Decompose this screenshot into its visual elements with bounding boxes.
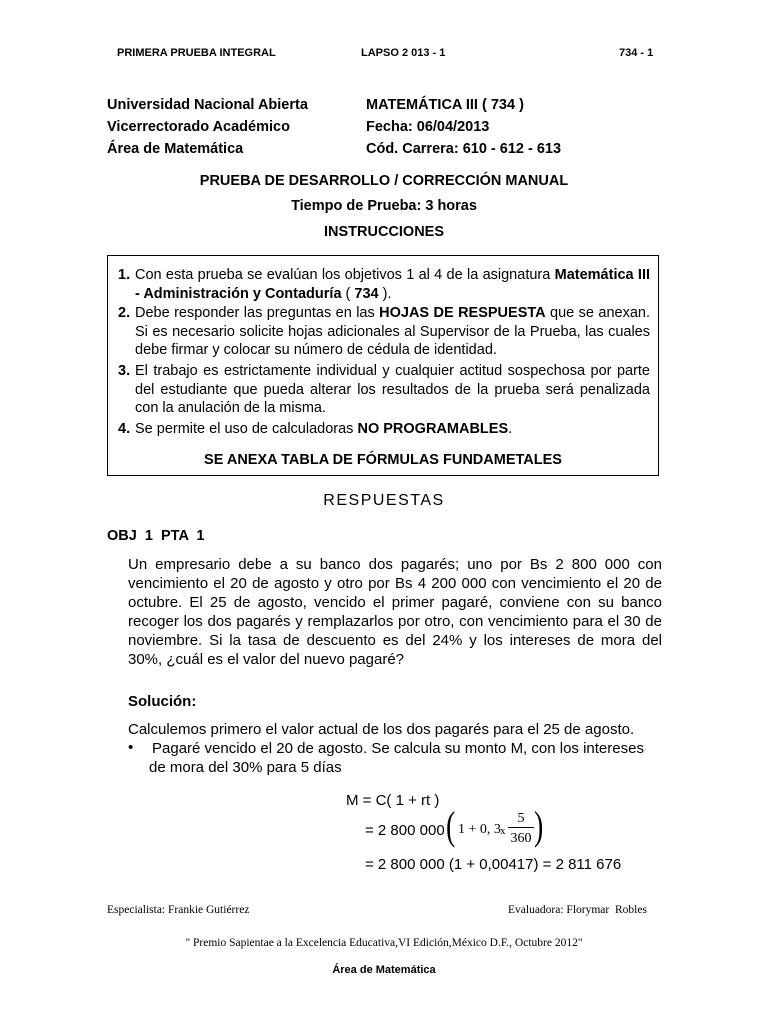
course-line: Fecha: 06/04/2013 xyxy=(366,119,490,135)
institution-line: Vicerrectorado Académico xyxy=(107,119,290,135)
instructions-box xyxy=(107,255,659,476)
course-block xyxy=(366,94,561,160)
specialist: Especialista: Frankie Gutiérrez xyxy=(107,904,250,916)
evaluator: Evaluadora: Florymar Robles xyxy=(508,904,647,916)
answers-title: RESPUESTAS xyxy=(323,492,445,509)
left-paren: ( xyxy=(445,803,456,848)
equation-line: = 2 800 000 (1 + 0,00417) = 2 811 676 xyxy=(365,856,622,873)
fraction-numerator: 5 xyxy=(508,811,534,828)
footer-area: Área de Matemática xyxy=(332,964,436,976)
instruction-item: 4. Se permite el uso de calculadoras NO PROGRAMABLES. xyxy=(118,421,513,437)
instruction-item: 3. El trabajo es estrictamente individual y cualquier actitud sospechosa por parte del estudiante que pueda alterar los resultados de la prueba será penalizada con la anulación de la misma. xyxy=(118,363,650,416)
institution-line: Universidad Nacional Abierta xyxy=(107,97,308,113)
institution-line: Área de Matemática xyxy=(107,141,244,157)
instructions-title: INSTRUCCIONES xyxy=(323,224,445,240)
instruction-item: 2. Debe responder las preguntas en las HOJAS DE RESPUESTA que se anexan. Si es necesario solicite hojas adicionales al Supervisor de la Prueba, las cuales debe firmar y colocar su número de cédula de identidad. xyxy=(118,305,650,358)
header-page-code: 734 - 1 xyxy=(619,47,654,59)
instruction-item: 1. Con esta prueba se evalúan los objetivos 1 al 4 de la asignatura Matemática III - Administración y Contaduría ( 734 ). xyxy=(118,267,650,302)
header-term: LAPSO 2 013 - 1 xyxy=(361,47,446,59)
right-paren: ) xyxy=(533,803,544,848)
equation-line: M = C( 1 + rt ) xyxy=(346,792,440,809)
equation-line: = 2 800 000 xyxy=(365,822,445,839)
problem-statement: Un empresario debe a su banco dos pagarés; uno por Bs 2 800 000 con vencimiento el 20 de agosto y otro por Bs 4 200 000 con vencimiento el 20 de octubre. El 25 de agosto, vencido el primer pagaré, conviene con su banco recoger los dos pagarés y remplazarlos por otro, con vencimiento para el 30 de noviembre. Si la tasa de descuento es del 24% y los intereses de mora del 30%, ¿cuál es el valor del nuevo pagaré? xyxy=(128,556,662,668)
test-duration: Tiempo de Prueba: 3 horas xyxy=(291,198,477,214)
fraction-denominator: 360 xyxy=(510,831,532,846)
solution-intro: Calculemos primero el valor actual de los dos pagarés para el 25 de agosto. xyxy=(128,721,635,738)
header-exam-name: PRIMERA PRUEBA INTEGRAL xyxy=(117,47,276,59)
test-type: PRUEBA DE DESARROLLO / CORRECCIÓN MANUAL xyxy=(199,173,569,189)
award-note: " Premio Sapientae a la Excelencia Educativa,VI Edición,México D.F., Octubre 2012" xyxy=(185,937,583,949)
times-sign: x xyxy=(500,825,506,837)
institution-block xyxy=(107,94,308,160)
course-line: MATEMÁTICA III ( 734 ) xyxy=(366,97,524,113)
objective-label: OBJ 1 PTA 1 xyxy=(107,528,205,544)
solution-title: Solución: xyxy=(128,693,197,710)
equation-inner: 1 + 0, 3 xyxy=(458,822,501,837)
bullet-text: Pagaré vencido el 20 de agosto. Se calcula su monto M, con los intereses de mora del 30% para 5 días xyxy=(149,740,644,776)
formulas-note: SE ANEXA TABLA DE FÓRMULAS FUNDAMETALES xyxy=(204,452,562,468)
bullet-icon: • xyxy=(128,739,134,756)
course-line: Cód. Carrera: 610 - 612 - 613 xyxy=(366,141,562,157)
